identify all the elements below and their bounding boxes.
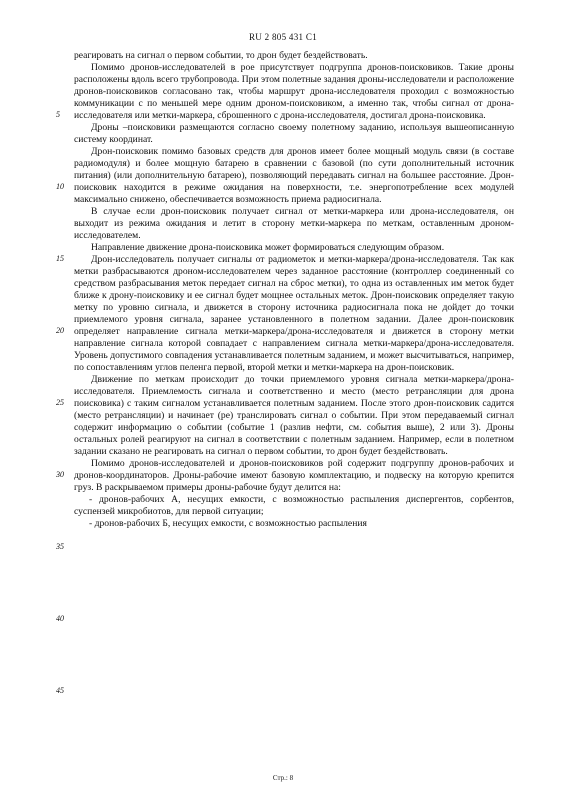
list-item: - дронов-рабочих Б, несущих емкости, с возможностью распыления [89,518,367,529]
paragraph: Помимо дронов-исследователей и дронов-поисковиков рой содержит подгруппу дронов-рабочих и дронов-координаторов. Дроны-рабочие имеют базовую комплектацию, и подвеску на которую крепится груз. В раскрываемом примеры дроны-рабочие будут делится на: [74,458,514,493]
patent-header: RU 2 805 431 C1 [248,32,317,42]
paragraph: Дроны –поисковики размещаются согласно своему полетному заданию, используя вышеописанную систему координат. [74,122,514,145]
patent-body-text [74,50,514,530]
paragraph: реагировать на сигнал о первом событии, то дрон будет бездействовать. [74,50,368,61]
list-item: - дронов-рабочих А, несущих емкости, с возможностью распыления диспергентов, сорбентов, суспензей микробиотов, для первой ситуации; [74,494,514,517]
line-number: 5 [56,110,60,119]
line-number: 25 [56,398,64,407]
paragraph: В случае если дрон-поисковик получает сигнал от метки-маркера или дрона-исследователя, он выходит из режима ожидания и летит в сторону метки-маркера по меткам, оставленным дроном-исследователем. [74,206,514,241]
paragraph: Дрон-поисковик помимо базовых средств для дронов имеет более мощный модуль связи (в составе радиомодуля) и более мощную батарею в сравнении с базовой (по сути дополнительный источник питания) (или дополнительную батарею), позволяющий передавать сигнал на большее расстояние. Дрон-поисковик находится в режиме ожидания на поверхности, т.е. энергопотребление всех модулей максимально снижено, обеспечивается возможность приема радиосигнала. [74,146,514,205]
paragraph: Помимо дронов-исследователей в рое присутствует подгруппа дронов-поисковиков. Такие дроны расположены вдоль всего трубопровода. При этом полетные задания дроны-исследователи и расположение дронов-поисковиков согласовано так, чтобы маршрут дрона-исследователя проходил с возможностью коммуникации с по меньшей мере одним дроном-поисковиком, а именно так, чтобы сигнал от дрона-исследователя или метки-маркера, сброшенного с дрона-исследователя, достигал дрона-поисковика. [74,62,514,121]
line-number: 30 [56,470,64,479]
line-number: 35 [56,542,64,551]
paragraph: Дрон-исследователь получает сигналы от радиометок и метки-маркера/дрона-исследователя. Так как метки разбрасываются дроном-исследователем через заданное расстояние (контроллер соединенный со средством разбрасывания меток передает сигнал на сброс метки), то одна из оставленных им меток будет ближе к дрону-поисковику и ее сигнал будет мощнее остальных меток. Дрон-поисковик определяет такую метку по уровню сигнала, и движется в сторону источника радиосигнала пока не дойдет до точки приемлемого уровня сигнала, заранее установленного в полетном задании. Далее дрон-поисковик определяет направление сигнала метки-маркера/дрона-исследователя и движется в сторону метки направление сигнала которой совпадает с направлением сигнала метки-маркера/дрона-исследователя. Уровень допустимого совпадения устанавливается полетным заданием, и может высчитываться, например, по сопоставлениям углов пеленга первой, второй метки и метки-маркера на дрон-поисковик. [74,254,514,373]
paragraph: Направление движение дрона-поисковика может формироваться следующим образом. [91,242,445,253]
paragraph: Движение по меткам происходит до точки приемлемого уровня сигнала метки-маркера/дрона-исследователя. Приемлемость сигнала и соответственно и место (место ретрансляции для дрона поисковика) с таким сигналом устанавливается полетным заданием. После этого дрон-поисковик садится (место ретрансляции) и начинает (ре) транслировать сигнал о событии. При этом передаваемый сигнал содержит информацию о событии (событие 1 (разлив нефти, см. события выше), 2 или 3). Дроны остальных ролей реагируют на сигнал в соответствии с полетным заданием. Например, если в полетном задании сказано не реагировать на сигнал о первом событии, то дрон будет бездействовать. [74,374,514,457]
line-number: 20 [56,326,64,335]
line-number: 15 [56,254,64,263]
line-number: 10 [56,182,64,191]
line-number: 40 [56,614,64,623]
line-number: 45 [56,686,64,695]
page-number: Стр.: 8 [272,774,294,782]
